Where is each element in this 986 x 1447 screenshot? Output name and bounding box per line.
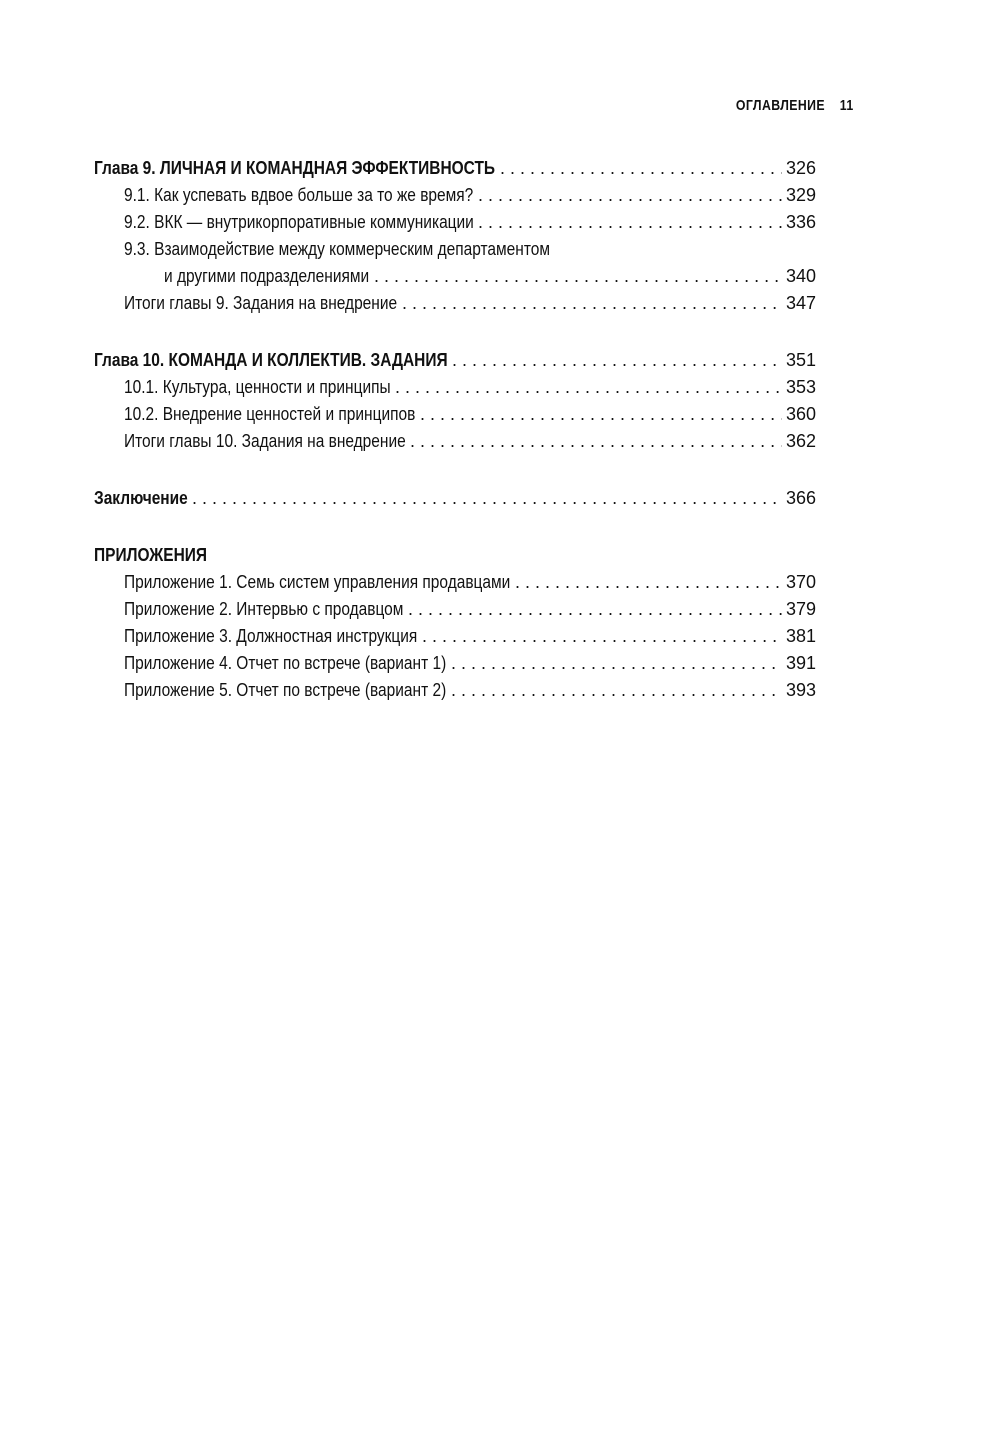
toc-entry-page: 360 (785, 404, 816, 424)
leader-dots (410, 428, 782, 455)
toc-entry-10-2[interactable] (94, 401, 816, 428)
toc-entry-page: 351 (785, 350, 816, 370)
toc-entry-page: 370 (785, 572, 816, 592)
leader-dots (408, 596, 782, 623)
toc-section-title: ПРИЛОЖЕНИЯ (94, 545, 208, 565)
toc-entry-title: 9.1. Как успевать вдвое больше за то же время? (124, 185, 474, 205)
toc-entry-title: Глава 10. КОМАНДА И КОЛЛЕКТИВ. ЗАДАНИЯ (94, 350, 448, 370)
toc-entry-page: 329 (785, 185, 816, 205)
toc-entry-9-2[interactable] (94, 209, 816, 236)
toc-entry-9-3[interactable] (94, 236, 816, 263)
table-of-contents (94, 155, 816, 704)
toc-entry-page: 340 (785, 266, 816, 286)
running-head-section: ОГЛАВЛЕНИЕ (736, 97, 826, 114)
toc-entry-title: Приложение 4. Отчет по встрече (вариант 1) (124, 653, 447, 673)
toc-entry-10-summary[interactable] (94, 428, 816, 455)
toc-appendix-4[interactable] (94, 650, 816, 677)
toc-entry-page: 393 (785, 680, 816, 700)
toc-entry-title: Итоги главы 10. Задания на внедрение (124, 431, 406, 451)
leader-dots (395, 374, 782, 401)
leader-dots (402, 290, 782, 317)
toc-appendix-5[interactable] (94, 677, 816, 704)
leader-dots (515, 569, 782, 596)
running-head-page-number: 11 (840, 97, 854, 114)
toc-entry-page: 347 (785, 293, 816, 313)
toc-entry-title: 10.2. Внедрение ценностей и принципов (124, 404, 416, 424)
toc-chapter-10[interactable] (94, 347, 816, 374)
section-gap (94, 512, 816, 542)
toc-entry-title: Приложение 5. Отчет по встрече (вариант 2) (124, 680, 447, 700)
leader-dots (374, 263, 782, 290)
toc-entry-page: 366 (785, 488, 816, 508)
toc-entry-page: 391 (785, 653, 816, 673)
toc-appendix-2[interactable] (94, 596, 816, 623)
toc-entry-9-summary[interactable] (94, 290, 816, 317)
toc-entry-title: 9.3. Взаимодействие между коммерческим департаментом (124, 239, 551, 259)
toc-entry-title: Приложение 2. Интервью с продавцом (124, 599, 404, 619)
toc-entry-10-1[interactable] (94, 374, 816, 401)
toc-entry-9-1[interactable] (94, 182, 816, 209)
leader-dots (192, 485, 782, 512)
leader-dots (452, 347, 782, 374)
leader-dots (451, 650, 782, 677)
leader-dots (478, 182, 782, 209)
toc-entry-page: 336 (785, 212, 816, 232)
toc-entry-page: 362 (785, 431, 816, 451)
toc-entry-title: 9.2. ВКК — внутрикорпоративные коммуникации (124, 212, 474, 232)
toc-entry-title: Приложение 3. Должностная инструкция (124, 626, 418, 646)
toc-entry-page: 353 (785, 377, 816, 397)
leader-dots (500, 155, 782, 182)
leader-dots (420, 401, 782, 428)
toc-entry-9-3-continuation[interactable] (94, 263, 816, 290)
toc-appendices-heading (94, 542, 816, 569)
toc-entry-title: 10.1. Культура, ценности и принципы (124, 377, 391, 397)
toc-entry-page: 381 (785, 626, 816, 646)
toc-entry-title: Итоги главы 9. Задания на внедрение (124, 293, 398, 313)
toc-appendix-3[interactable] (94, 623, 816, 650)
toc-conclusion[interactable] (94, 485, 816, 512)
running-head (736, 97, 854, 114)
section-gap (94, 455, 816, 485)
toc-entry-title: Заключение (94, 488, 188, 508)
toc-appendix-1[interactable] (94, 569, 816, 596)
section-gap (94, 317, 816, 347)
toc-entry-title: Приложение 1. Семь систем управления продавцами (124, 572, 511, 592)
leader-dots (422, 623, 782, 650)
toc-entry-page: 379 (785, 599, 816, 619)
toc-entry-page: 326 (785, 158, 816, 178)
leader-dots (478, 209, 782, 236)
toc-chapter-9[interactable] (94, 155, 816, 182)
toc-entry-title: Глава 9. ЛИЧНАЯ И КОМАНДНАЯ ЭФФЕКТИВНОСТЬ (94, 158, 496, 178)
leader-dots (451, 677, 782, 704)
toc-entry-title-continuation: и другими подразделениями (164, 266, 370, 286)
